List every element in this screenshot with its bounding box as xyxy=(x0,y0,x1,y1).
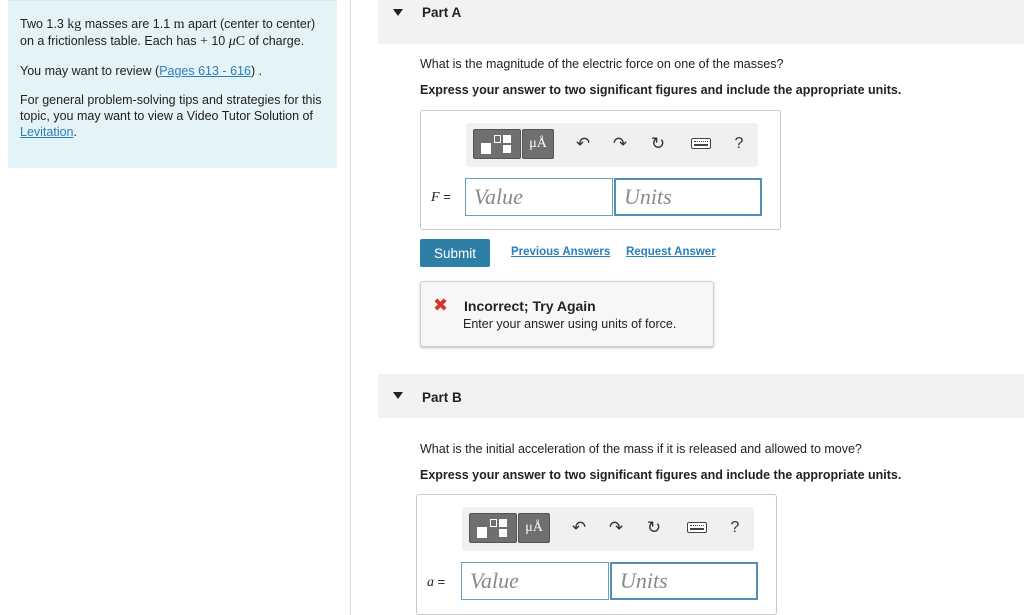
help-icon[interactable]: ? xyxy=(734,135,744,152)
part-a-answer-box xyxy=(420,110,781,230)
distance-unit: m xyxy=(173,17,185,32)
keyboard-icon[interactable] xyxy=(687,522,707,533)
part-b-instruction: Express your answer to two significant figures and include the appropriate units. xyxy=(420,468,902,482)
feedback-box xyxy=(420,281,714,347)
part-a-title: Part A xyxy=(422,5,462,20)
value-input[interactable] xyxy=(465,178,613,216)
caret-down-icon[interactable] xyxy=(393,392,403,399)
units-input[interactable] xyxy=(610,562,758,600)
part-b-question: What is the initial acceleration of the mass if it is released and allowed to move? xyxy=(420,442,862,456)
video-tutor-link[interactable]: Levitation xyxy=(20,125,74,139)
math-toolbar xyxy=(462,507,754,551)
request-answer-link[interactable]: Request Answer xyxy=(626,246,716,258)
variable-label: a = xyxy=(427,574,446,590)
feedback-title: Incorrect; Try Again xyxy=(464,298,596,314)
column-divider xyxy=(350,0,351,615)
caret-down-icon[interactable] xyxy=(393,9,403,16)
part-b-answer-box xyxy=(416,494,777,615)
units-button[interactable]: μÅ xyxy=(518,513,550,543)
problem-statement: Two 1.3 kg masses are 1.1 m apart (center to center) on a frictionless table. Each has + 10 μC of charge. xyxy=(20,17,316,49)
variable-label: F = xyxy=(431,189,451,205)
keyboard-icon[interactable] xyxy=(691,138,711,149)
part-b-title: Part B xyxy=(422,390,462,405)
feedback-message: Enter your answer using units of force. xyxy=(463,317,677,331)
templates-button[interactable] xyxy=(469,513,517,543)
value-input[interactable] xyxy=(461,562,609,600)
problem-info-panel xyxy=(8,0,337,168)
review-text: You may want to review (Pages 613 - 616) . xyxy=(20,64,263,78)
submit-button[interactable]: Submit xyxy=(420,239,490,267)
units-input[interactable] xyxy=(614,178,762,216)
mass-unit: kg xyxy=(67,17,82,32)
x-icon: ✖ xyxy=(433,295,449,315)
tips-text: For general problem-solving tips and strategies for this topic, you may want to view a Video Tutor Solution of Levitation. xyxy=(20,93,322,139)
redo-icon[interactable]: ↷ xyxy=(612,134,628,153)
undo-icon[interactable]: ↶ xyxy=(571,518,587,537)
review-pages-link[interactable]: Pages 613 - 616 xyxy=(159,64,251,78)
previous-answers-link[interactable]: Previous Answers xyxy=(511,246,611,258)
units-button[interactable]: μÅ xyxy=(522,129,554,159)
part-a-header[interactable] xyxy=(378,0,1024,44)
redo-icon[interactable]: ↷ xyxy=(608,518,624,537)
undo-icon[interactable]: ↶ xyxy=(575,134,591,153)
help-icon[interactable]: ? xyxy=(730,519,740,536)
math-toolbar xyxy=(466,123,758,167)
part-a-instruction: Express your answer to two significant figures and include the appropriate units. xyxy=(420,83,902,97)
part-b-header[interactable] xyxy=(378,374,1024,418)
charge-unit: C xyxy=(235,34,246,49)
reset-icon[interactable]: ↻ xyxy=(650,134,666,153)
reset-icon[interactable]: ↻ xyxy=(646,518,662,537)
templates-button[interactable] xyxy=(473,129,521,159)
part-a-question: What is the magnitude of the electric force on one of the masses? xyxy=(420,57,784,71)
